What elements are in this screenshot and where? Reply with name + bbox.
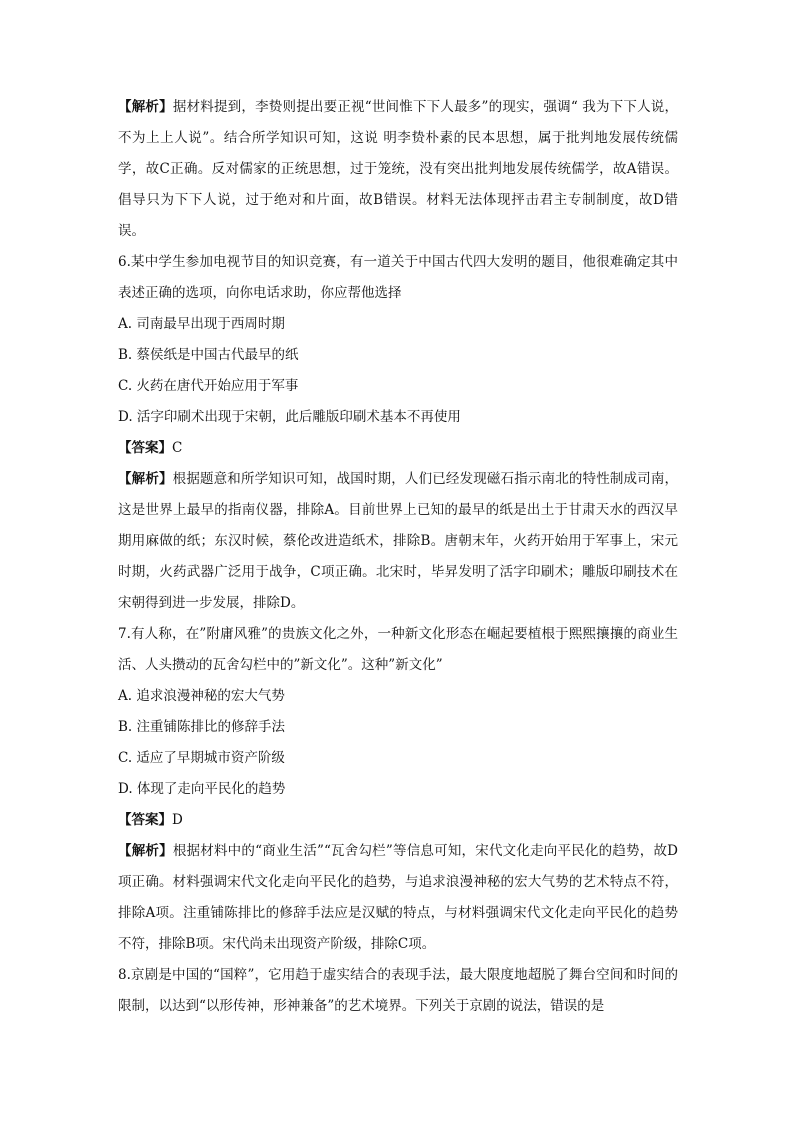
q6-option-d bbox=[118, 402, 678, 433]
analysis-text: 据材料提到，李贽则提出要正视“世间惟下下人最多”的现实，强调“ 我为下下人说，不为上上人说”。结合所学知识可知，这说 明李贽朴素的民本思想，属于批判地发展传统儒学，故C正确。反对儒家的正统思想，过于笼统，没有突出批判地发展传统儒学，故A错误。倡导只为下下人说，过于绝对和片面，故B错误。材料无法体现抨击君主专制制度，故D错误。 bbox=[118, 99, 679, 239]
q7-answer bbox=[118, 805, 678, 836]
answer-tag: 【答案】 bbox=[118, 440, 172, 456]
answer-value: D bbox=[172, 812, 183, 828]
q7-option-c bbox=[118, 743, 678, 774]
option-text: B. 注重铺陈排比的修辞手法 bbox=[118, 719, 286, 735]
question-text: 7.有人称，在”附庸风雅”的贵族文化之外，一种新文化形态在崛起要植根于熙熙攘攘的商业生活、人头攒动的瓦舍勾栏中的”新文化”。这种”新文化” bbox=[118, 626, 678, 673]
question-7-stem bbox=[118, 619, 678, 681]
option-text: D. 体现了走向平民化的趋势 bbox=[118, 781, 286, 797]
analysis-tag: 【解析】 bbox=[118, 843, 173, 859]
option-text: A. 追求浪漫神秘的宏大气势 bbox=[118, 688, 285, 704]
analysis-paragraph-q5 bbox=[118, 92, 678, 247]
question-8-stem bbox=[118, 960, 678, 1022]
option-text: A. 司南最早出现于西周时期 bbox=[118, 316, 285, 332]
question-6-stem bbox=[118, 247, 678, 309]
answer-value: C bbox=[172, 440, 183, 456]
q6-option-c bbox=[118, 371, 678, 402]
q7-option-a bbox=[118, 681, 678, 712]
question-text: 8.京剧是中国的“国粹”，它用趋于虚实结合的表现手法，最大限度地超脱了舞台空间和时间的限制，以达到“以形传神，形神兼备”的艺术境界。下列关于京剧的说法，错误的是 bbox=[118, 967, 678, 1014]
option-text: C. 火药在唐代开始应用于军事 bbox=[118, 378, 299, 394]
option-text: D. 活字印刷术出现于宋朝，此后雕版印刷术基本不再使用 bbox=[118, 409, 461, 425]
q6-option-a bbox=[118, 309, 678, 340]
q6-option-b bbox=[118, 340, 678, 371]
q6-answer bbox=[118, 433, 678, 464]
q7-option-b bbox=[118, 712, 678, 743]
analysis-tag: 【解析】 bbox=[118, 99, 173, 115]
question-text: 6.某中学生参加电视节目的知识竞赛，有一道关于中国古代四大发明的题目，他很难确定其中表述正确的选项，向你电话求助，你应帮他选择 bbox=[118, 254, 678, 301]
analysis-tag: 【解析】 bbox=[118, 471, 173, 487]
document-page bbox=[118, 92, 678, 1022]
analysis-paragraph-q6 bbox=[118, 464, 678, 619]
analysis-paragraph-q7 bbox=[118, 836, 678, 960]
q7-option-d bbox=[118, 774, 678, 805]
analysis-text: 根据材料中的“商业生活”“瓦舍勾栏”等信息可知，宋代文化走向平民化的趋势，故D项正确。材料强调宋代文化走向平民化的趋势，与追求浪漫神秘的宏大气势的艺术特点不符，排除A项。注重铺陈排比的修辞手法应是汉赋的特点，与材料强调宋代文化走向平民化的趋势不符，排除B项。宋代尚未出现资产阶级，排除C项。 bbox=[118, 843, 679, 952]
option-text: B. 蔡侯纸是中国古代最早的纸 bbox=[118, 347, 299, 363]
analysis-text: 根据题意和所学知识可知，战国时期，人们已经发现磁石指示南北的特性制成司南，这是世界上最早的指南仪器，排除A。目前世界上已知的最早的纸是出土于甘肃天水的西汉早期用麻做的纸；东汉时候，蔡伦改进造纸术，排除B。唐朝末年，火药开始用于军事上，宋元时期，火药武器广泛用于战争，C项正确。北宋时，毕昇发明了活字印刷术；雕版印刷技术在宋朝得到进一步发展，排除D。 bbox=[118, 471, 679, 611]
option-text: C. 适应了早期城市资产阶级 bbox=[118, 750, 285, 766]
answer-tag: 【答案】 bbox=[118, 812, 172, 828]
